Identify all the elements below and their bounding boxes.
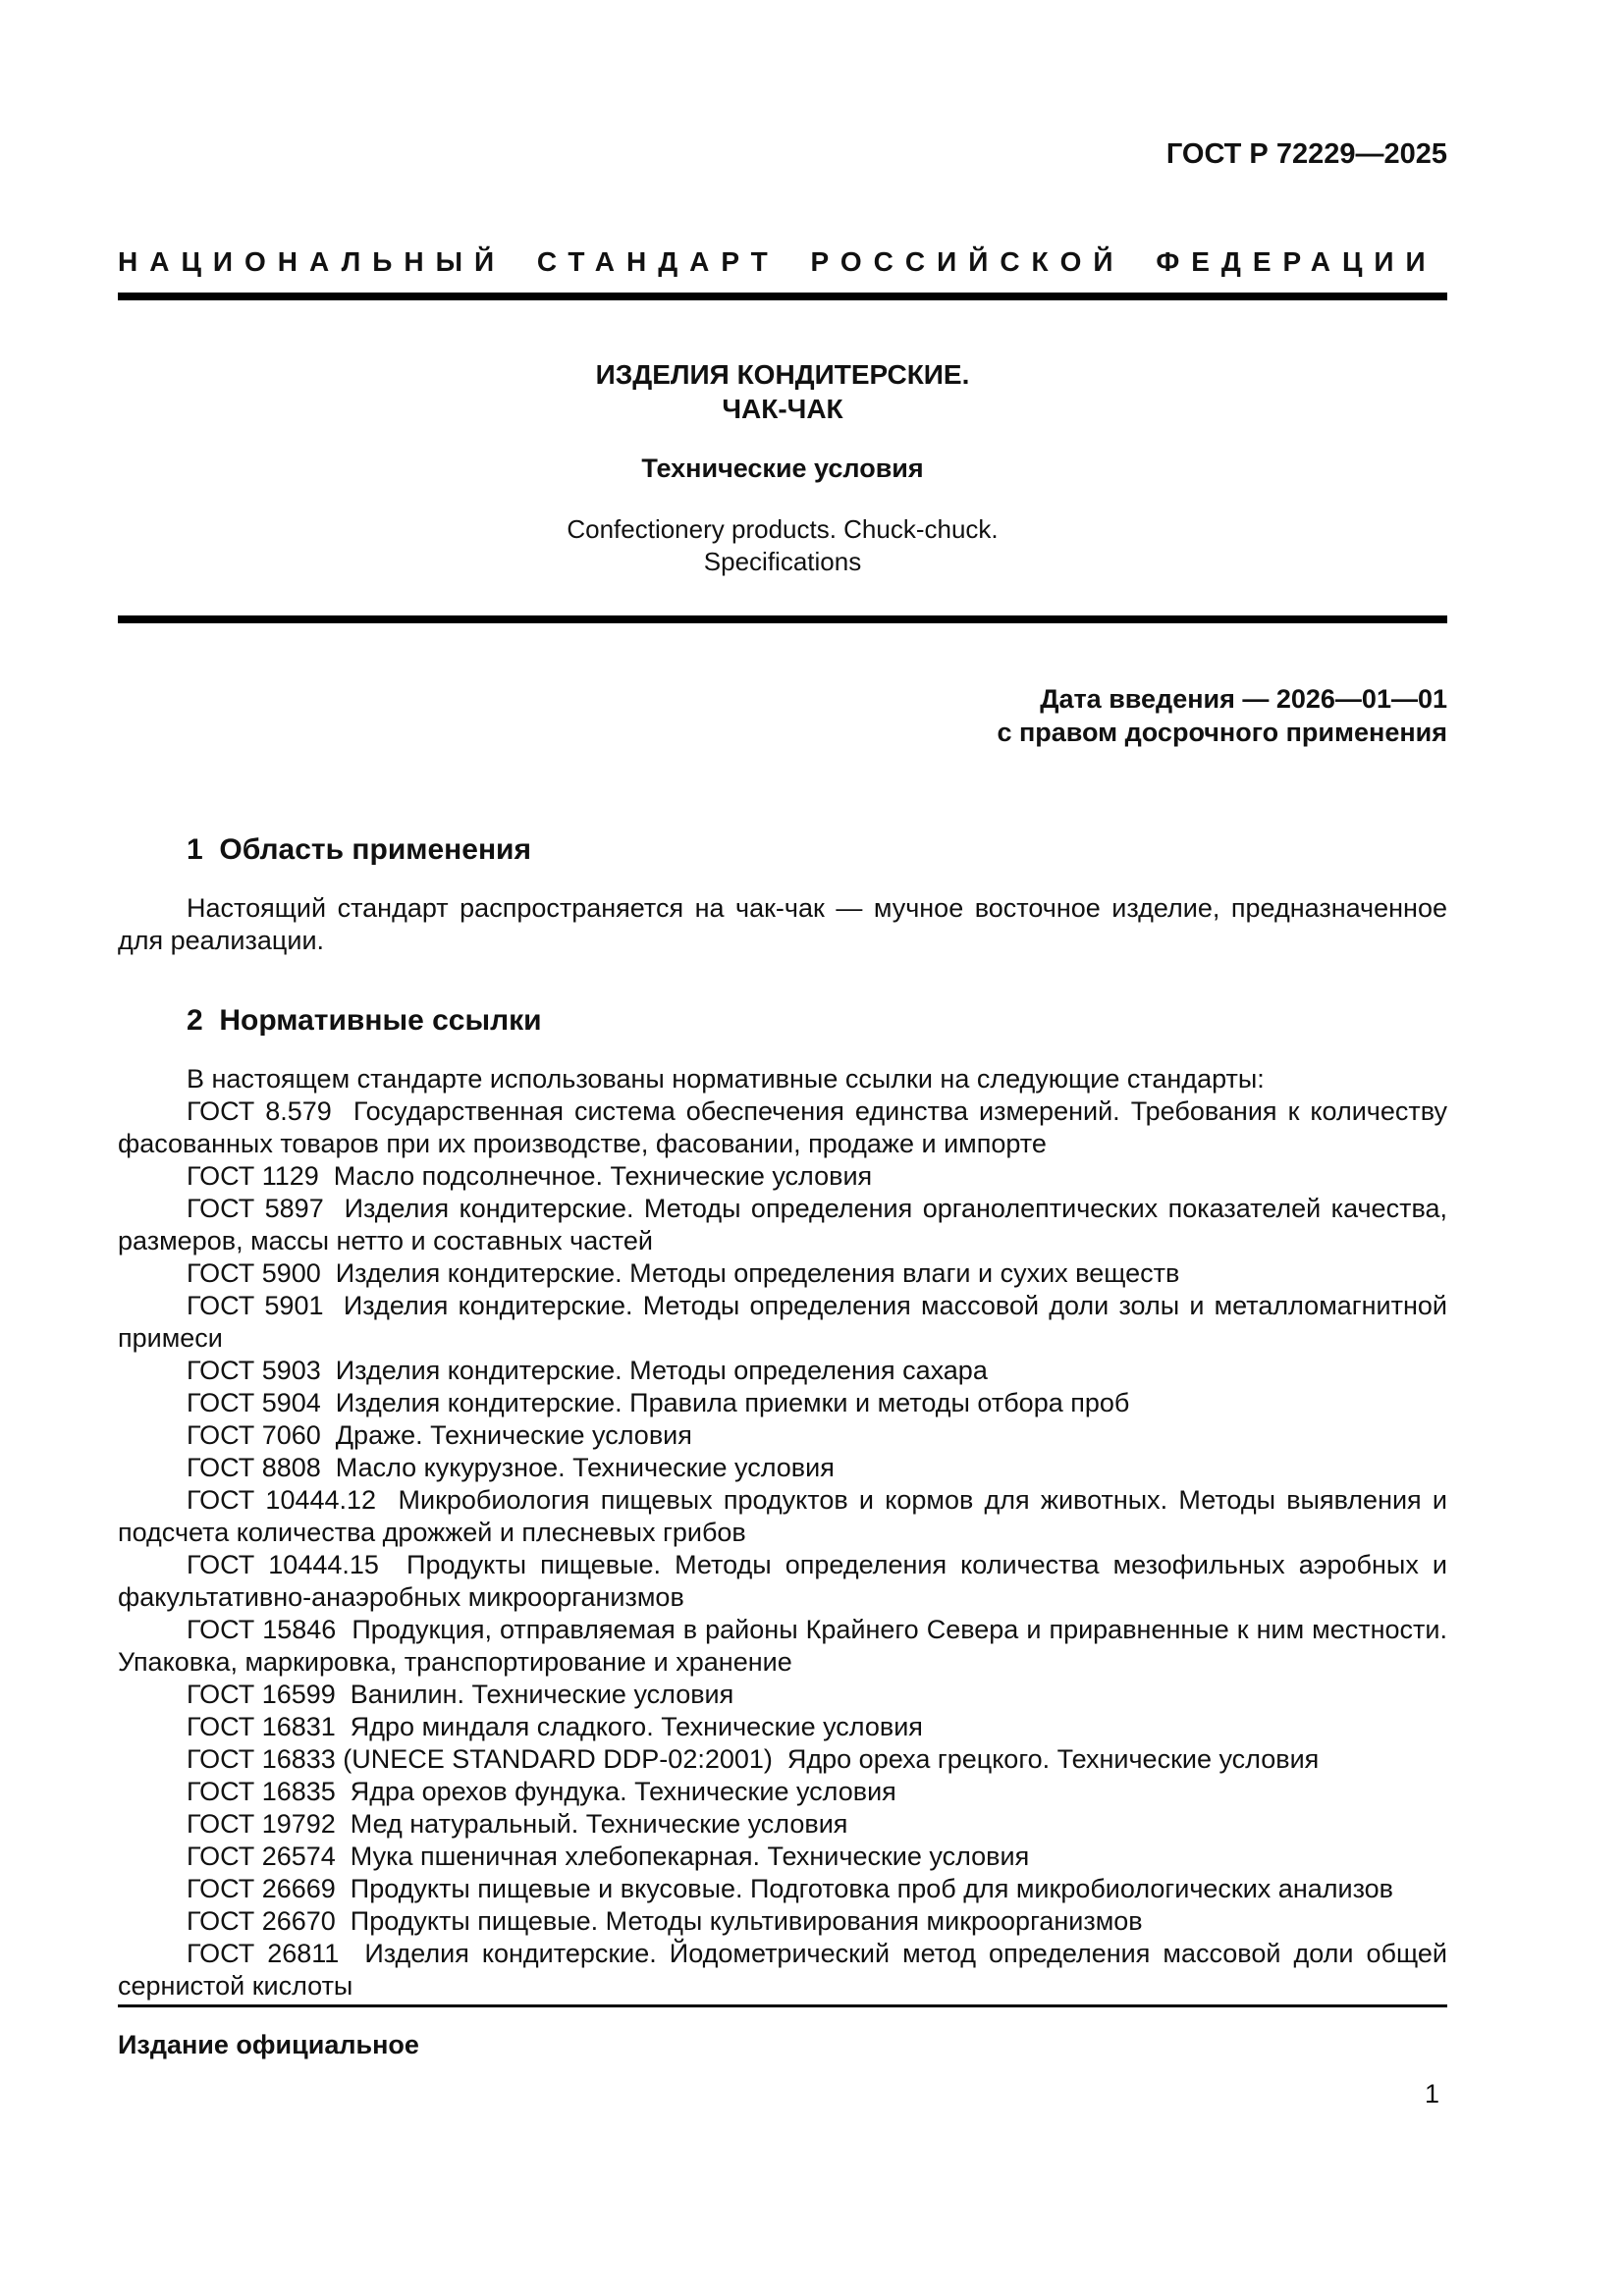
normative-reference: ГОСТ 10444.15 Продукты пищевые. Методы определения количества мезофильных аэробных и факультативно-анаэробных микроорганизмов — [118, 1550, 1447, 1612]
normative-reference: ГОСТ 1129 Масло подсолнечное. Технические условия — [187, 1161, 873, 1191]
title-type: Технические условия — [641, 454, 924, 483]
header-rule — [118, 293, 1447, 300]
normative-reference: ГОСТ 5903 Изделия кондитерские. Методы определения сахара — [187, 1356, 988, 1385]
normative-reference: ГОСТ 7060 Драже. Технические условия — [187, 1420, 692, 1450]
normative-reference: ГОСТ 15846 Продукция, отправляемая в районы Крайнего Севера и приравненные к ним местности. Упаковка, маркировка, транспортирование и хранение — [118, 1615, 1447, 1677]
title-ru-line2: ЧАК-ЧАК — [722, 394, 843, 424]
normative-reference: ГОСТ 5900 Изделия кондитерские. Методы определения влаги и сухих веществ — [187, 1258, 1180, 1288]
section-2-heading: 2 Нормативные ссылки — [187, 1004, 542, 1037]
title-en-line1: Confectionery products. Chuck-chuck. — [567, 514, 999, 544]
normative-reference: ГОСТ 26669 Продукты пищевые и вкусовые. Подготовка проб для микробиологических анализов — [187, 1874, 1394, 1903]
normative-reference: ГОСТ 16835 Ядра орехов фундука. Технические условия — [187, 1777, 896, 1806]
normative-reference: ГОСТ 16599 Ванилин. Технические условия — [187, 1680, 734, 1709]
doc-number: ГОСТ Р 72229—2025 — [1165, 138, 1447, 170]
normative-reference: ГОСТ 5901 Изделия кондитерские. Методы определения массовой доли золы и металломагнитной примеси — [118, 1291, 1447, 1353]
normative-reference: ГОСТ 8.579 Государственная система обеспечения единства измерений. Требования к количеству фасованных товаров при их производстве, фасовании, продаже и импорте — [118, 1096, 1447, 1158]
effective-date-block — [118, 682, 1447, 749]
effective-date-line2: с правом досрочного применения — [997, 718, 1447, 747]
normative-reference: ГОСТ 19792 Мед натуральный. Технические условия — [187, 1809, 848, 1839]
title-rule — [118, 615, 1447, 623]
normative-reference: ГОСТ 26574 Мука пшеничная хлебопекарная. Технические условия — [187, 1842, 1030, 1871]
title-ru-line1: ИЗДЕЛИЯ КОНДИТЕРСКИЕ. — [595, 359, 970, 390]
section-2-intro: В настоящем стандарте использованы нормативные ссылки на следующие стандарты: — [187, 1064, 1265, 1094]
normative-reference: ГОСТ 26670 Продукты пищевые. Методы культивирования микроорганизмов — [187, 1906, 1143, 1936]
normative-reference: ГОСТ 10444.12 Микробиология пищевых продуктов и кормов для животных. Методы выявления и подсчета количества дрожжей и плесневых грибов — [118, 1485, 1447, 1547]
page-number: 1 — [1424, 2079, 1439, 2109]
title-block — [118, 357, 1447, 578]
section-1-heading: 1 Область применения — [187, 833, 532, 866]
title-en — [118, 513, 1447, 578]
section-1-paragraph: Настоящий стандарт распространяется на чак-чак — мучное восточное изделие, предназначенное для реализации. — [118, 893, 1447, 955]
normative-reference: ГОСТ 16833 (UNECE STANDARD DDP-02:2001) Ядро ореха грецкого. Технические условия — [187, 1744, 1320, 1774]
page-content — [118, 0, 1447, 2002]
footer-rule — [118, 2004, 1447, 2007]
normative-reference: ГОСТ 5904 Изделия кондитерские. Правила приемки и методы отбора проб — [187, 1388, 1130, 1417]
effective-date-line1: Дата введения — 2026—01—01 — [1040, 684, 1447, 714]
national-standard-header: НАЦИОНАЛЬНЫЙ СТАНДАРТ РОССИЙСКОЙ ФЕДЕРАЦИИ — [118, 246, 1437, 277]
normative-reference: ГОСТ 5897 Изделия кондитерские. Методы определения органолептических показателей качества, размеров, массы нетто и составных частей — [118, 1194, 1447, 1255]
title-ru — [118, 357, 1447, 426]
normative-reference: ГОСТ 16831 Ядро миндаля сладкого. Технические условия — [187, 1712, 923, 1741]
normative-reference: ГОСТ 26811 Изделия кондитерские. Йодометрический метод определения массовой доли общей сернистой кислоты — [118, 1939, 1447, 2001]
edition-note: Издание официальное — [118, 2030, 419, 2059]
title-en-line2: Specifications — [703, 547, 862, 576]
normative-reference: ГОСТ 8808 Масло кукурузное. Технические условия — [187, 1453, 835, 1482]
